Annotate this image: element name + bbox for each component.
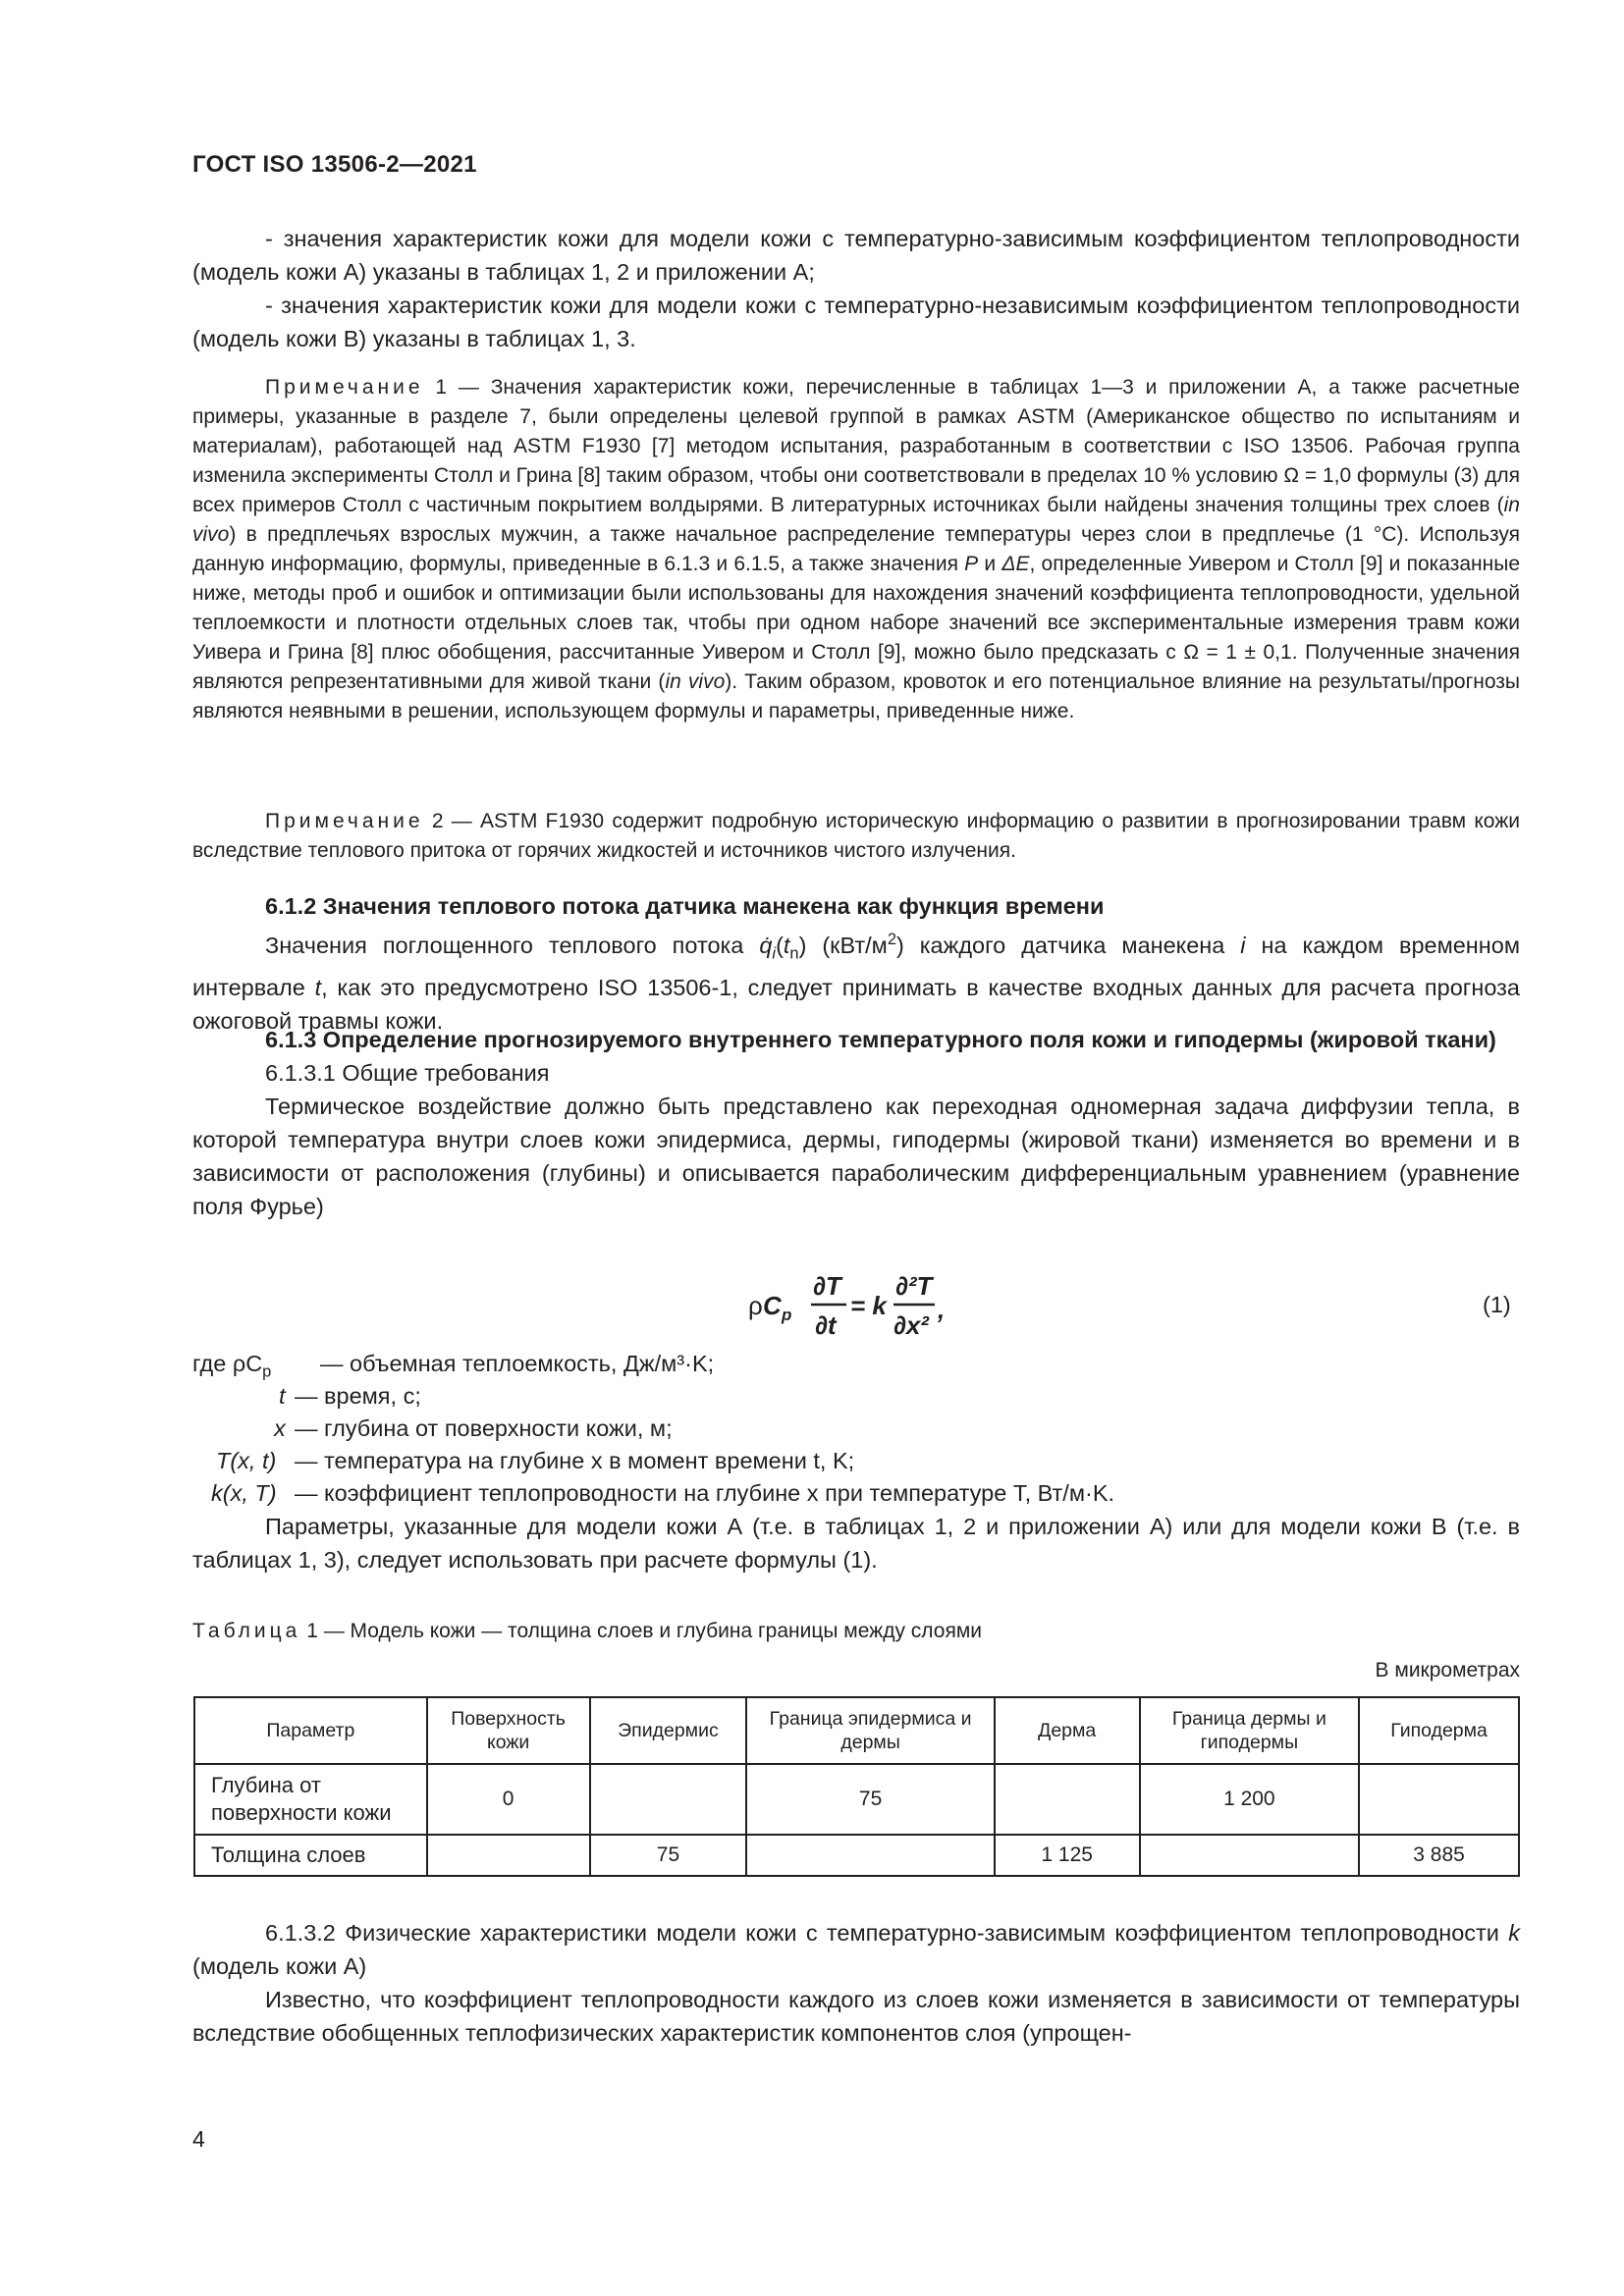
definition-symbol: где $\rho C_p$ [192, 1351, 272, 1381]
symbol: t [314, 974, 322, 1000]
section-paragraph [192, 923, 1520, 1038]
eq-equals-k: = k [850, 1291, 887, 1320]
definition-text: — объемная теплоемкость, Дж/м³·K; [320, 1351, 715, 1376]
superscript: 2 [887, 931, 896, 948]
note-label: Примечание [265, 376, 424, 399]
equation-1 [748, 1261, 964, 1350]
text: (модель кожи А) [192, 1953, 367, 1979]
note-1 [192, 373, 1520, 726]
section-heading: 6.1.2 Значения теплового потока датчика манекена как функция времени [265, 893, 1105, 919]
note-italic: in vivo [665, 670, 726, 693]
note-2 [192, 807, 1520, 866]
table-header-cell: Поверхность кожи [427, 1697, 590, 1764]
table-cell: 75 [590, 1835, 747, 1876]
symbol: ( [776, 932, 784, 958]
table-cell [590, 1764, 747, 1835]
table-cell: 75 [746, 1764, 995, 1835]
eq-comma: , [938, 1295, 946, 1324]
note-text: ASTM F1930 содержит подробную историческую информацию о развитии в прогнозировании травм кожи вследствие теплового притока от горячих жидкостей и источников чистого излучения. [192, 810, 1520, 862]
table-header-cell: Эпидермис [590, 1697, 747, 1764]
equation-number: (1) [1483, 1292, 1511, 1317]
eq-dx2: ∂x² [893, 1310, 929, 1340]
table-cell [1140, 1835, 1360, 1876]
note-italic: Р [964, 553, 979, 575]
table-row [194, 1764, 1519, 1835]
note-label: Примечание [265, 810, 424, 832]
definition-text: — глубина от поверхности кожи, м; [295, 1415, 673, 1441]
table-row [194, 1835, 1519, 1876]
note-2-text [192, 807, 1520, 866]
note-1-text [192, 373, 1520, 726]
eq-p: p [782, 1306, 792, 1324]
section-paragraph: Известно, что коэффициент теплопроводности каждого из слоев кожи изменяется в зависимости от температуры вследствие обобщенных теплофизических характеристик компонентов слоя (упрощен- [192, 1987, 1520, 2046]
table-caption-text: 1 — Модель кожи — толщина слоев и глубина границы между слоями [306, 1620, 983, 1642]
subsection-heading: 6.1.3.1 Общие требования [265, 1060, 550, 1086]
table-cell: 3 885 [1359, 1835, 1519, 1876]
definition-symbol: t [279, 1383, 286, 1409]
section-6-1-3 [192, 1023, 1520, 1223]
definition-row [192, 1445, 1520, 1477]
subscript: n [789, 944, 799, 963]
note-italic: ΔE [1001, 553, 1030, 575]
text: ) каждого датчика манекена [895, 932, 1241, 958]
table-header-cell: Граница дермы и гиподермы [1140, 1697, 1360, 1764]
symbol: i [1240, 932, 1246, 958]
definition-row [192, 1380, 1520, 1413]
table-cell [1359, 1764, 1519, 1835]
note-text: , определенные Уивером и Столл [9] и показанные ниже, методы проб и ошибок и оптимизации были использованы для нахождения значений коэффициента теплопроводности, удельной теплоемкости и плотности отдельных слоев так, чтобы при одном наборе значений все экспериментальные измерения травм кожи Уивера и Грина [8] плюс обобщения, рассчитанные Уивером и Столл [9], можно было предсказать с Ω = 1 ± 0,1. Полученные значения являются репрезентативными для живой ткани ( [192, 553, 1520, 693]
definition-symbol: x [274, 1415, 286, 1441]
definition-symbol: T(x, t) [216, 1448, 277, 1473]
symbol: ) [798, 932, 807, 958]
table-cell [995, 1764, 1140, 1835]
definitions-list [192, 1348, 1520, 1576]
text: на каждом временном интервале [192, 932, 1520, 1000]
definition-row [192, 1477, 1520, 1510]
text: 6.1.3.2 Физические характеристики модели кожи с температурно-зависимым коэффициентом теплопроводности [265, 1920, 1509, 1946]
table-header-cell: Параметр [194, 1697, 427, 1764]
symbol: t [783, 932, 790, 958]
eq-c: C [763, 1291, 782, 1320]
definition-text: — температура на глубине x в момент времени t, K; [295, 1448, 855, 1473]
page-number: 4 [192, 2126, 205, 2152]
table-cell: 0 [427, 1764, 590, 1835]
table-header-cell: Гиподерма [1359, 1697, 1519, 1764]
note-text: ). Таким образом, кровоток и его потенциальное влияние на результаты/прогнозы являются неявными в решении, использующем формулы и параметры, приведенные ниже. [192, 670, 1521, 722]
table-header-cell: Дерма [995, 1697, 1140, 1764]
intro-block [192, 222, 1520, 355]
definition-text: — время, с; [295, 1383, 421, 1409]
section-heading: 6.1.3 Определение прогнозируемого внутреннего температурного поля кожи и гиподермы (жировой ткани) [265, 1027, 1496, 1052]
table-cell [427, 1835, 590, 1876]
note-number: 2 — [431, 810, 472, 832]
table-cell: 1 200 [1140, 1764, 1360, 1835]
table-header-cell: Граница эпидермиса и дермы [746, 1697, 995, 1764]
section-6-1-3-2 [192, 1916, 1520, 2050]
table-cell [746, 1835, 995, 1876]
intro-item: - значения характеристик кожи для модели кожи с температурно-зависимым коэффициентом теплопроводности (модель кожи А) указаны в таблицах 1, 2 и приложении А; [192, 226, 1520, 285]
table-1 [193, 1696, 1520, 1877]
definition-row [192, 1348, 1520, 1380]
intro-item: - значения характеристик кожи для модели кожи с температурно-независимым коэффициентом теплопроводности (модель кожи В) указаны в таблицах 1, 3. [192, 293, 1520, 351]
table-header-row [194, 1697, 1519, 1764]
table-cell: Глубина от поверхности кожи [194, 1764, 427, 1835]
note-text: Значения характеристик кожи, перечисленные в таблицах 1—3 и приложении А, а также расчетные примеры, указанные в разделе 7, были определены целевой группой в рамках ASTM (Американское общество по испытаниям и материалам), работающей над ASTM F1930 [7] методом испытания, разработанным в соответствии с ISO 13506. Рабочая группа изменила эксперименты Столл и Грина [8] таким образом, чтобы они соответствовали в пределах 10 % условию Ω = 1,0 формулы (3) для всех примеров Столл с частичным покрытием волдырями. В литературных источниках были найдены значения толщины трех слоев ( [192, 376, 1520, 516]
table-cell: Толщина слоев [194, 1835, 427, 1876]
definition-symbol: k(x, T) [211, 1480, 277, 1506]
table-caption-label: Таблица [192, 1620, 301, 1642]
text: Значения поглощенного теплового потока [265, 932, 760, 958]
definition-text: — коэффициент теплопроводности на глубине x при температуре T, Вт/м·K. [295, 1480, 1115, 1506]
text: , как это предусмотрено ISO 13506-1, следует принимать в качестве входных данных для расчета прогноза ожоговой травмы кожи. [192, 974, 1520, 1034]
eq-dt: ∂t [815, 1310, 837, 1340]
subscript: i [772, 944, 777, 963]
table-cell: 1 125 [995, 1835, 1140, 1876]
note-number: 1 — [435, 376, 479, 399]
eq-dT: ∂T [813, 1271, 841, 1301]
eq-rho: ρ [748, 1291, 763, 1320]
symbol: q̇ [759, 932, 773, 958]
subsection-heading [192, 1916, 1520, 1983]
eq-d2T: ∂²T [895, 1271, 933, 1301]
note-text: ) в предплечьях взрослых мужчин, а также начальное распределение температуры через слои в предплечье (1 °С). Используя данную информацию, формулы, приведенные в 6.1.3 и 6.1.5, а также значения [192, 523, 1520, 575]
table-unit: В микрометрах [1375, 1659, 1520, 1682]
symbol: k [1508, 1920, 1520, 1946]
note-italic: in vivo [192, 494, 1520, 546]
document-header: ГОСТ ISO 13506-2—2021 [192, 151, 477, 178]
params-paragraph: Параметры, указанные для модели кожи А (т.е. в таблицах 1, 2 и приложении А) или для модели кожи В (т.е. в таблицах 1, 3), следует использовать при расчете формулы (1). [192, 1514, 1520, 1573]
section-6-1-2 [192, 889, 1520, 1038]
table-caption [192, 1620, 982, 1643]
note-text: и [978, 553, 1002, 575]
definition-row [192, 1413, 1520, 1445]
text: (кВт/м [806, 932, 888, 958]
section-paragraph: Термическое воздействие должно быть представлено как переходная одномерная задача диффузии тепла, в которой температура внутри слоев кожи эпидермиса, дермы, гиподермы (жировой ткани) изменяется во времени и в зависимости от расположения (глубины) и описывается параболическим дифференциальным уравнением (уравнение поля Фурье) [192, 1094, 1520, 1219]
